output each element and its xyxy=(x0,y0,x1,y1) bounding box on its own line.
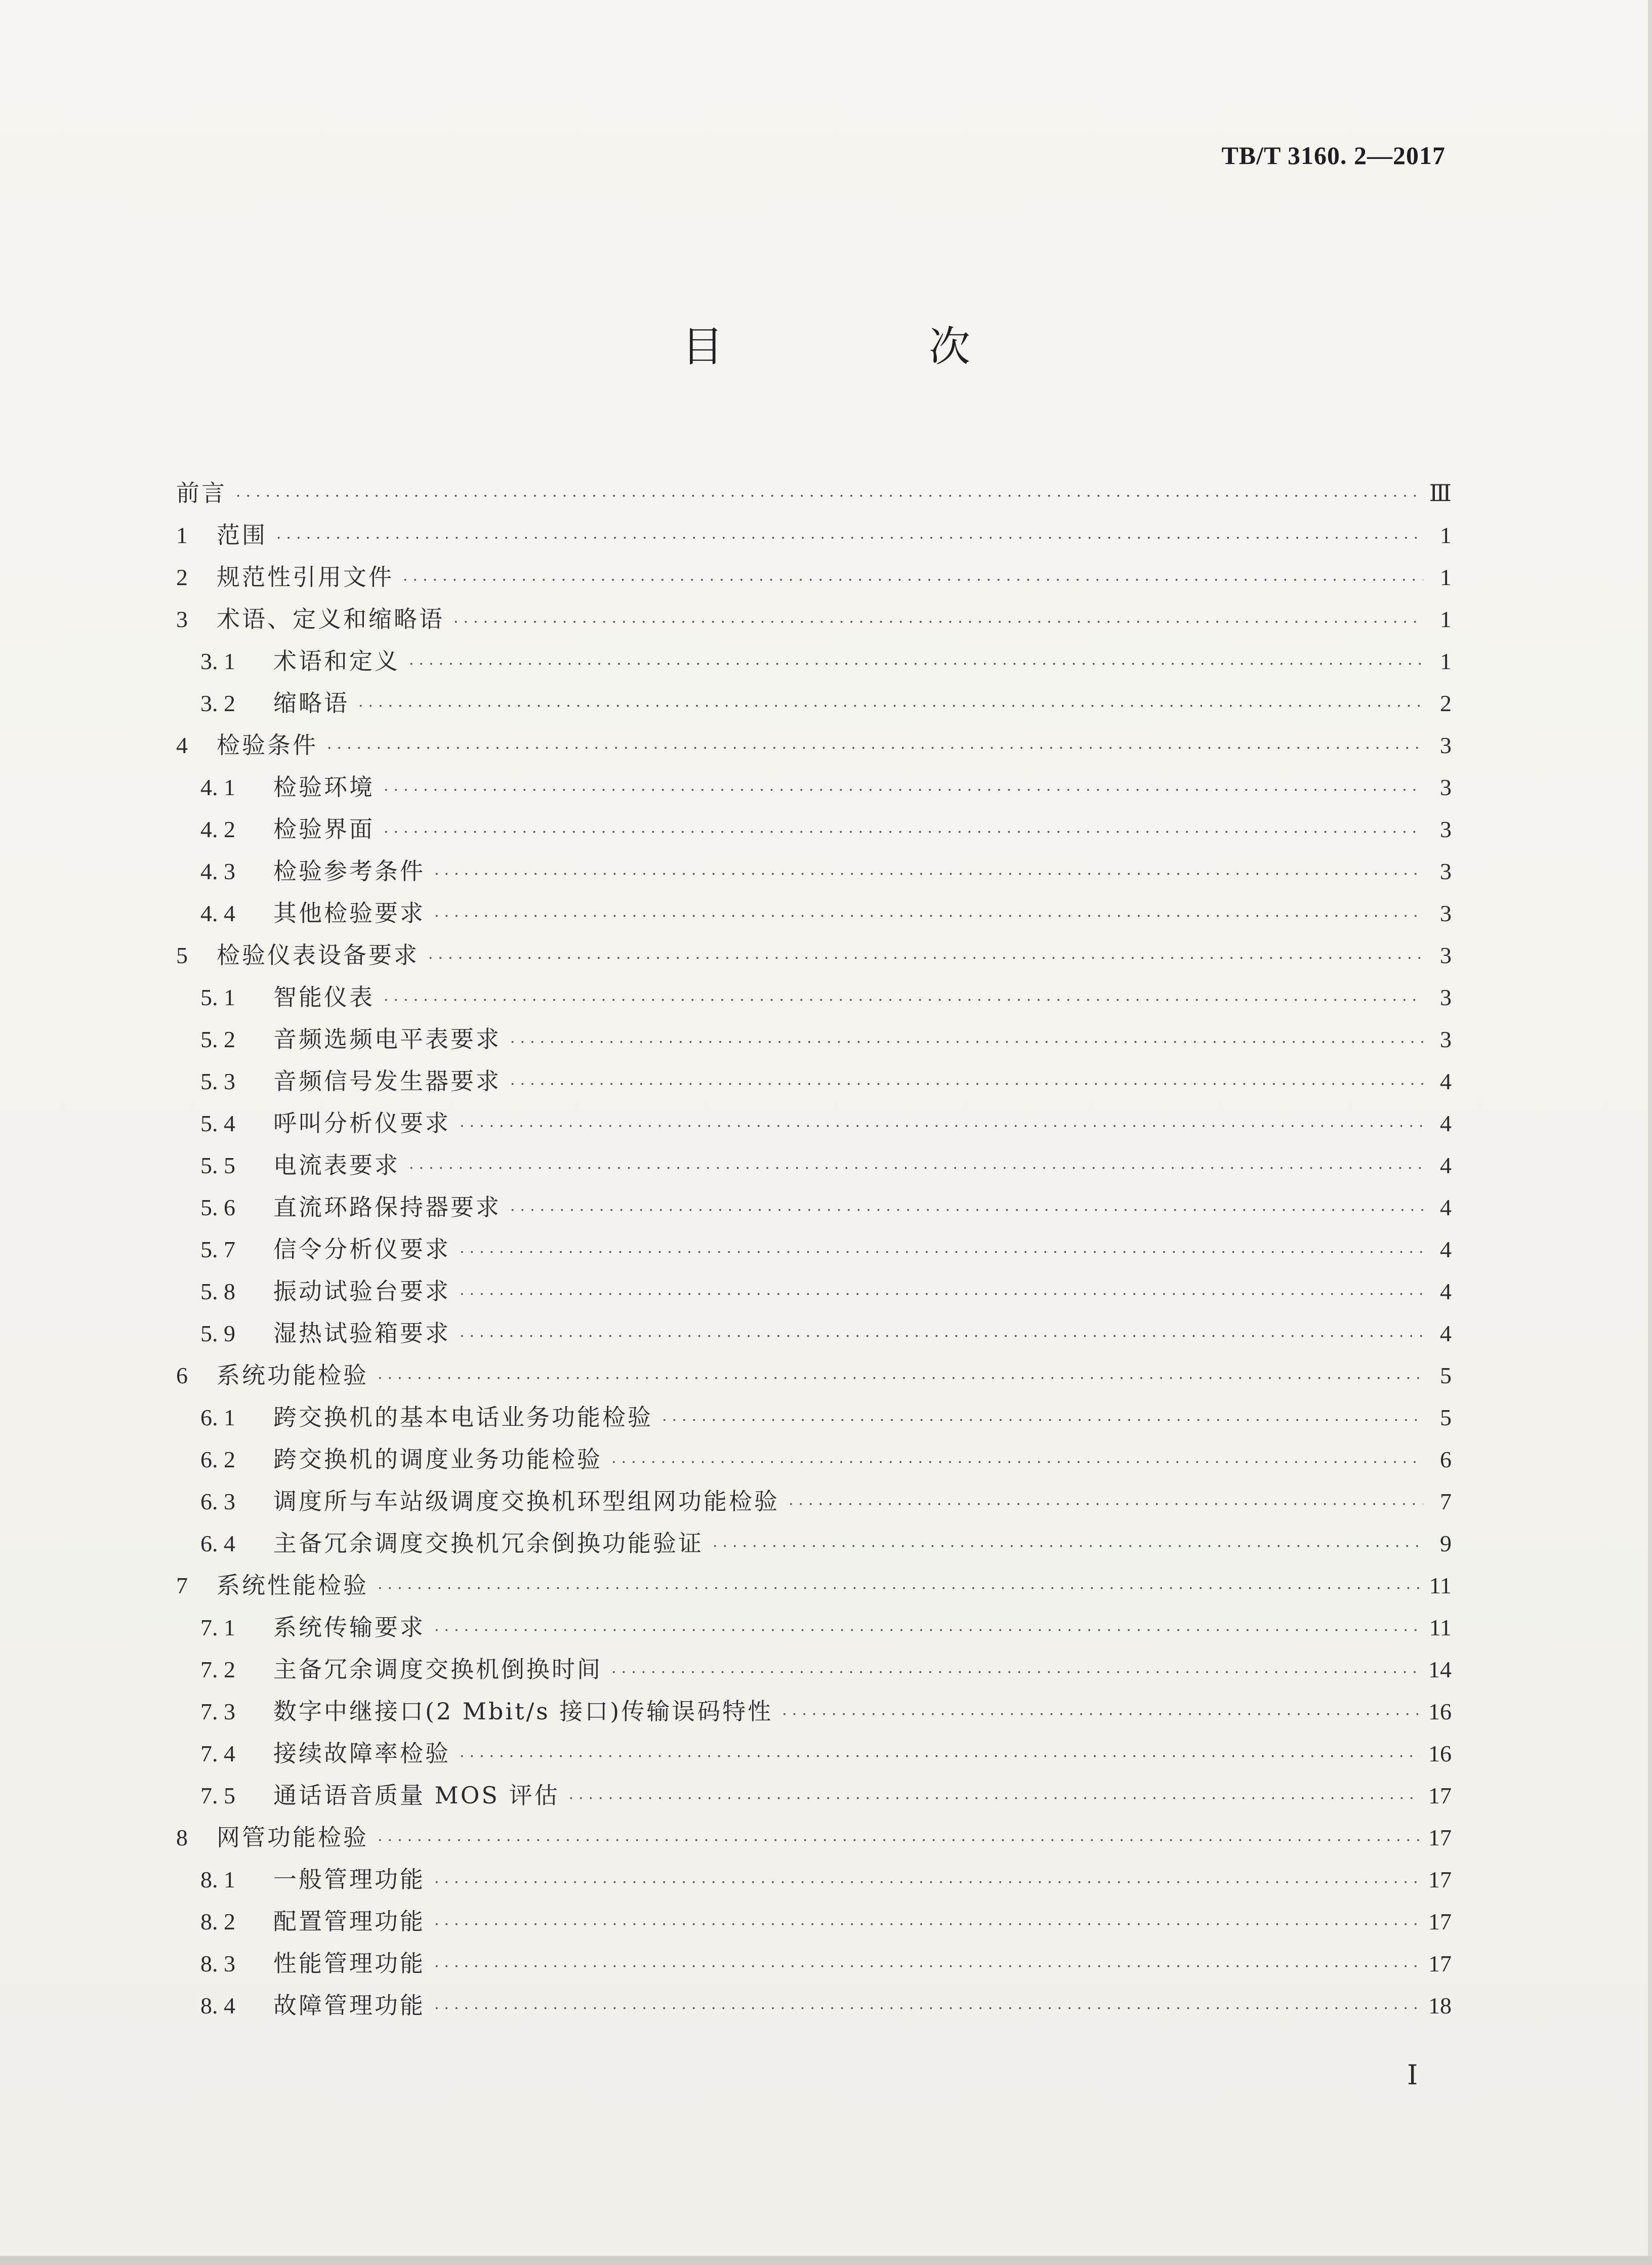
toc-entry-number: 6 xyxy=(176,1363,188,1388)
toc-entry[interactable] xyxy=(176,1396,1452,1438)
toc-entry-label: 范围 xyxy=(217,521,267,549)
toc-entry-label: 音频信号发生器要求 xyxy=(273,1067,501,1095)
toc-entry-label: 术语和定义 xyxy=(273,647,400,675)
toc-entry-label: 前言 xyxy=(176,479,227,507)
toc-entry-label: 系统功能检验 xyxy=(217,1362,368,1389)
toc-entry-label: 一般管理功能 xyxy=(273,1866,425,1893)
toc-entry-label: 呼叫分析仪要求 xyxy=(273,1109,450,1137)
toc-entry[interactable] xyxy=(176,724,1452,766)
toc-dot-leader xyxy=(236,475,1421,517)
toc-entry-label: 跨交换机的基本电话业务功能检验 xyxy=(273,1404,653,1431)
toc-entry[interactable] xyxy=(176,850,1452,892)
toc-entry-label: 检验条件 xyxy=(217,731,318,759)
toc-entry-page: 4 xyxy=(1440,1068,1452,1094)
toc-entry-number: 5. 1 xyxy=(200,984,235,1010)
toc-entry-number: 7. 2 xyxy=(200,1657,235,1682)
toc-entry[interactable] xyxy=(176,808,1452,850)
toc-entry-label: 信令分析仪要求 xyxy=(273,1236,450,1263)
toc-entry-page: 17 xyxy=(1428,1951,1452,1976)
toc-entry-page: 4 xyxy=(1440,1110,1452,1136)
toc-entry-page: 1 xyxy=(1440,606,1452,632)
toc-dot-leader xyxy=(460,1105,1423,1147)
toc-entry-number: 6. 2 xyxy=(200,1447,235,1472)
toc-entry-page: 5 xyxy=(1440,1405,1452,1430)
toc-dot-leader xyxy=(409,643,1423,685)
toc-entry[interactable] xyxy=(176,1607,1452,1649)
toc-entry[interactable] xyxy=(176,1018,1452,1060)
toc-dot-leader xyxy=(434,1904,1420,1946)
toc-entry-label: 规范性引用文件 xyxy=(217,563,394,591)
standard-code: TB/T 3160. 2—2017 xyxy=(1221,141,1446,170)
toc-dot-leader xyxy=(782,1694,1420,1736)
toc-entry-page: 3 xyxy=(1440,816,1452,842)
toc-entry-label: 跨交换机的调度业务功能检验 xyxy=(273,1446,602,1473)
toc-entry[interactable] xyxy=(176,976,1452,1018)
toc-entry[interactable] xyxy=(176,892,1452,934)
toc-entry-label: 通话语音质量 MOS 评估 xyxy=(273,1782,560,1809)
toc-dot-leader xyxy=(428,937,1423,979)
toc-entry[interactable] xyxy=(176,1943,1452,1985)
toc-entry[interactable] xyxy=(176,640,1452,682)
toc-entry-number: 5. 8 xyxy=(200,1279,235,1304)
toc-entry-label: 术语、定义和缩略语 xyxy=(217,605,444,633)
toc-dot-leader xyxy=(713,1526,1423,1568)
toc-entry-number: 8. 3 xyxy=(200,1951,235,1976)
toc-entry-number: 4. 3 xyxy=(200,858,235,884)
toc-dot-leader xyxy=(327,727,1423,769)
toc-dot-leader xyxy=(384,811,1423,853)
toc-entry-number: 6. 1 xyxy=(200,1405,235,1430)
toc-entry[interactable] xyxy=(176,472,1452,514)
toc-entry-label: 配置管理功能 xyxy=(273,1908,425,1935)
scan-bottom-edge xyxy=(0,2256,1652,2265)
toc-dot-leader xyxy=(510,1189,1423,1231)
toc-entry-label: 缩略语 xyxy=(273,689,349,717)
toc-entry-number: 3 xyxy=(176,606,188,632)
toc-entry-number: 7 xyxy=(176,1573,188,1598)
toc-dot-leader xyxy=(453,601,1423,643)
toc-dot-leader xyxy=(434,1946,1420,1988)
toc-entry-number: 5. 5 xyxy=(200,1152,235,1178)
toc-entry-page: 3 xyxy=(1440,942,1452,968)
toc-entry-page: 11 xyxy=(1429,1573,1452,1598)
toc-entry[interactable] xyxy=(176,934,1452,976)
toc-dot-leader xyxy=(434,895,1423,937)
toc-entry-label: 接续故障率检验 xyxy=(273,1740,450,1767)
toc-dot-leader xyxy=(378,1568,1421,1610)
toc-entry[interactable] xyxy=(176,1522,1452,1564)
toc-entry[interactable] xyxy=(176,1480,1452,1522)
toc-entry[interactable] xyxy=(176,766,1452,808)
toc-entry-label: 振动试验台要求 xyxy=(273,1278,450,1305)
toc-dot-leader xyxy=(434,1988,1420,2030)
toc-entry-label: 检验界面 xyxy=(273,815,375,843)
toc-dot-leader xyxy=(384,769,1423,811)
toc-entry-page: 3 xyxy=(1440,1026,1452,1052)
toc-entry-page: 3 xyxy=(1440,732,1452,758)
toc-dot-leader xyxy=(789,1484,1423,1526)
toc-entry-label: 性能管理功能 xyxy=(273,1950,425,1977)
toc-entry-page: 17 xyxy=(1428,1825,1452,1850)
toc-dot-leader xyxy=(510,1021,1423,1063)
toc-entry-page: 3 xyxy=(1440,774,1452,800)
toc-entry-page: 17 xyxy=(1428,1783,1452,1808)
toc-entry-page: 17 xyxy=(1428,1867,1452,1892)
toc-entry-label: 网管功能检验 xyxy=(217,1824,368,1851)
toc-entry-number: 5 xyxy=(176,942,188,968)
toc-entry-number: 3. 2 xyxy=(200,690,235,716)
toc-entry-label: 直流环路保持器要求 xyxy=(273,1193,501,1221)
toc-entry-number: 7. 5 xyxy=(200,1783,235,1808)
toc-entry-page: 16 xyxy=(1428,1741,1452,1766)
toc-entry[interactable] xyxy=(176,1228,1452,1270)
toc-entry[interactable] xyxy=(176,1817,1452,1859)
toc-entry-number: 4. 1 xyxy=(200,774,235,800)
toc-entry-number: 5. 7 xyxy=(200,1237,235,1262)
toc-entry-page: 1 xyxy=(1440,564,1452,590)
toc-dot-leader xyxy=(434,1610,1421,1652)
toc-entry-page: 6 xyxy=(1440,1447,1452,1472)
toc-entry[interactable] xyxy=(176,1691,1452,1733)
toc-entry-page: 1 xyxy=(1440,648,1452,674)
toc-entry[interactable] xyxy=(176,1733,1452,1775)
toc-entry-number: 7. 4 xyxy=(200,1741,235,1766)
toc-entry-page: 1 xyxy=(1440,522,1452,548)
toc-entry-page: 14 xyxy=(1428,1657,1452,1682)
toc-entry-label: 主备冗余调度交换机倒换时间 xyxy=(273,1656,602,1683)
toc-dot-leader xyxy=(384,979,1423,1021)
toc-entry[interactable] xyxy=(176,1564,1452,1607)
toc-entry-number: 2 xyxy=(176,564,188,590)
toc-dot-leader xyxy=(434,853,1423,895)
toc-dot-leader xyxy=(662,1399,1423,1442)
toc-entry-label: 系统性能检验 xyxy=(217,1572,368,1599)
toc-entry[interactable] xyxy=(176,1102,1452,1144)
toc-entry-label: 检验仪表设备要求 xyxy=(217,941,419,969)
toc-entry[interactable] xyxy=(176,1859,1452,1901)
toc-entry-page: 4 xyxy=(1440,1152,1452,1178)
toc-title: 目 次 xyxy=(681,323,1067,371)
toc-entry-label: 其他检验要求 xyxy=(273,899,425,927)
toc-dot-leader xyxy=(434,1862,1420,1904)
toc-entry-label: 音频选频电平表要求 xyxy=(273,1025,501,1053)
toc-dot-leader xyxy=(276,517,1423,559)
toc-entry[interactable] xyxy=(176,682,1452,724)
toc-dot-leader xyxy=(569,1778,1420,1820)
toc-entry-number: 8. 2 xyxy=(200,1909,235,1934)
toc-entry[interactable] xyxy=(176,1438,1452,1480)
toc-entry[interactable] xyxy=(176,598,1452,640)
toc-entry[interactable] xyxy=(176,1060,1452,1102)
toc-entry[interactable] xyxy=(176,514,1452,556)
toc-entry[interactable] xyxy=(176,1186,1452,1228)
toc-entry[interactable] xyxy=(176,556,1452,598)
toc-entry-label: 智能仪表 xyxy=(273,983,375,1011)
toc-entry-page: 3 xyxy=(1440,900,1452,926)
toc-entry-label: 数字中继接口(2 Mbit/s 接口)传输误码特性 xyxy=(273,1698,773,1725)
toc-entry-number: 7. 3 xyxy=(200,1699,235,1724)
toc-entry-page: 16 xyxy=(1428,1699,1452,1724)
toc-entry-number: 4. 4 xyxy=(200,900,235,926)
toc-entry[interactable] xyxy=(176,1312,1452,1354)
toc-entry-number: 6. 4 xyxy=(200,1531,235,1556)
toc-dot-leader xyxy=(358,685,1423,727)
toc-entry-number: 5. 4 xyxy=(200,1110,235,1136)
toc-entry-page: 4 xyxy=(1440,1279,1452,1304)
toc-dot-leader xyxy=(460,1231,1423,1273)
toc-dot-leader xyxy=(460,1736,1420,1778)
toc-entry-number: 6. 3 xyxy=(200,1489,235,1514)
toc-dot-leader xyxy=(409,1147,1423,1189)
toc-entry-number: 8 xyxy=(176,1825,188,1850)
toc-entry[interactable] xyxy=(176,1775,1452,1817)
toc-entry-number: 5. 2 xyxy=(200,1026,235,1052)
toc-entry-page: 2 xyxy=(1440,690,1452,716)
toc-entry[interactable] xyxy=(176,1144,1452,1186)
toc-entry-label: 主备冗余调度交换机冗余倒换功能验证 xyxy=(273,1530,704,1557)
toc-dot-leader xyxy=(510,1063,1423,1105)
toc-entry-page: 18 xyxy=(1428,1993,1452,2019)
toc-entry[interactable] xyxy=(176,1270,1452,1312)
toc-entry-page: 5 xyxy=(1440,1363,1452,1388)
toc-entry-page: 4 xyxy=(1440,1237,1452,1262)
toc-entry-number: 4 xyxy=(176,732,188,758)
page-number: Ⅰ xyxy=(1407,2060,1418,2090)
toc-dot-leader xyxy=(460,1315,1423,1357)
toc-dot-leader xyxy=(403,559,1423,601)
toc-dot-leader xyxy=(378,1357,1423,1399)
toc-entry-page: 3 xyxy=(1440,858,1452,884)
toc-entry-number: 1 xyxy=(176,522,188,548)
toc-entry-number: 3. 1 xyxy=(200,648,235,674)
toc-entry-label: 调度所与车站级调度交换机环型组网功能检验 xyxy=(273,1488,779,1515)
toc-entry-number: 5. 9 xyxy=(200,1321,235,1346)
toc-entry[interactable] xyxy=(176,1985,1452,2027)
toc-entry[interactable] xyxy=(176,1354,1452,1396)
toc-entry-number: 5. 6 xyxy=(200,1195,235,1220)
toc-entry-page: 11 xyxy=(1429,1615,1452,1640)
toc-entry-label: 系统传输要求 xyxy=(273,1614,425,1641)
toc-entry-label: 检验环境 xyxy=(273,773,375,801)
toc-entry-page: 9 xyxy=(1440,1531,1452,1556)
toc-dot-leader xyxy=(460,1273,1423,1315)
toc-entry-label: 电流表要求 xyxy=(273,1151,400,1179)
toc-entry-page: 7 xyxy=(1440,1489,1452,1514)
toc-entry-number: 8. 1 xyxy=(200,1867,235,1892)
toc-entry-page: 4 xyxy=(1440,1195,1452,1220)
toc-entry-page: Ⅲ xyxy=(1429,480,1452,506)
toc-entry[interactable] xyxy=(176,1649,1452,1691)
toc-entry-label: 故障管理功能 xyxy=(273,1992,425,2019)
table-of-contents xyxy=(176,472,1452,2027)
toc-entry-number: 7. 1 xyxy=(200,1615,235,1640)
toc-entry-number: 5. 3 xyxy=(200,1068,235,1094)
toc-dot-leader xyxy=(611,1652,1420,1694)
toc-entry-label: 检验参考条件 xyxy=(273,857,425,885)
toc-dot-leader xyxy=(611,1442,1423,1484)
scan-edge xyxy=(1648,0,1652,2265)
toc-entry-page: 4 xyxy=(1440,1321,1452,1346)
toc-entry-page: 3 xyxy=(1440,984,1452,1010)
toc-dot-leader xyxy=(378,1820,1420,1862)
toc-entry-page: 17 xyxy=(1428,1909,1452,1934)
toc-entry[interactable] xyxy=(176,1901,1452,1943)
toc-entry-label: 湿热试验箱要求 xyxy=(273,1320,450,1347)
toc-entry-number: 4. 2 xyxy=(200,816,235,842)
toc-entry-number: 8. 4 xyxy=(200,1993,235,2019)
